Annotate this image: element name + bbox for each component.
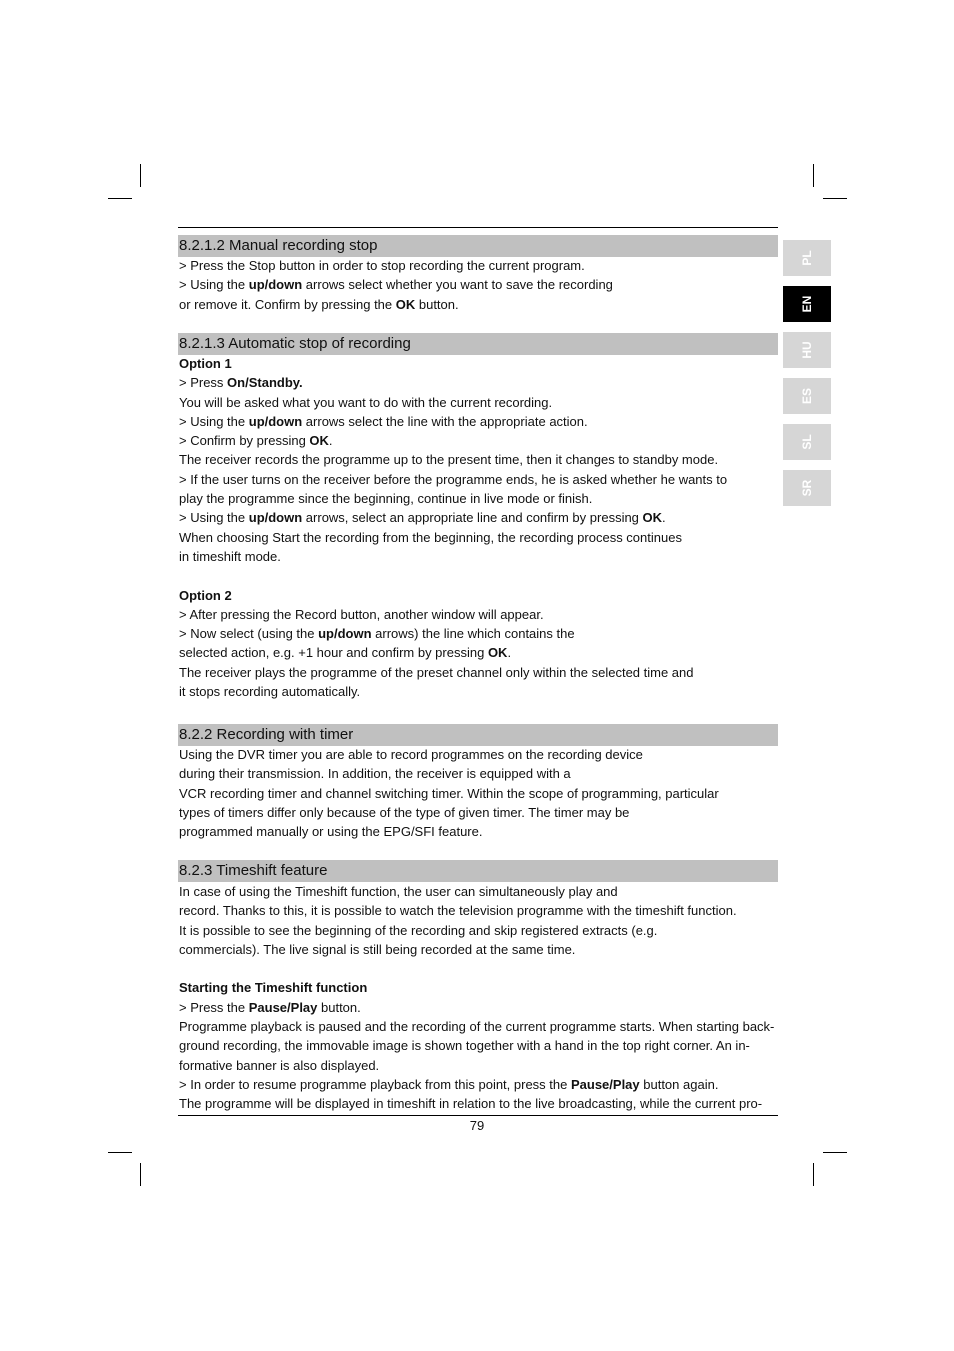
text: button.: [317, 999, 361, 1015]
section-heading: 8.2.1.3 Automatic stop of recording: [178, 333, 778, 355]
section-body: [179, 745, 779, 841]
bold-text: up/down: [248, 277, 303, 293]
text-line: [179, 393, 779, 412]
bold-text: Option 2: [179, 587, 232, 603]
spacer: [179, 959, 779, 978]
text: > Now select (using the: [179, 626, 319, 642]
text: arrows, select an appropriate line and confirm by pressing: [302, 510, 643, 526]
text-line: [179, 901, 779, 920]
spacer: [179, 566, 779, 585]
language-tab-label: EN: [800, 295, 814, 313]
language-tab-sr[interactable]: [783, 470, 831, 506]
text-line: [179, 295, 779, 314]
text: formative banner is also displayed.: [179, 1057, 380, 1073]
text: > Using the: [179, 413, 249, 429]
text: > Press the Stop button in order to stop recording the current program.: [179, 258, 585, 273]
text: VCR recording timer and channel switching timer. Within the scope of programming, particular: [179, 785, 719, 801]
crop-mark: [140, 164, 141, 187]
text: It is possible to see the beginning of the recording and skip registered extracts (e.g.: [179, 922, 658, 938]
text-line: [179, 803, 779, 822]
bold-text: Starting the Timeshift function: [179, 980, 368, 996]
text: commercials). The live signal is still being recorded at the same time.: [179, 941, 576, 957]
text: button.: [415, 296, 459, 312]
language-tab-label: ES: [800, 387, 814, 405]
bold-text: Pause/Play: [248, 999, 318, 1015]
top-rule: [178, 227, 778, 228]
text-line: [179, 921, 779, 940]
section-body: [179, 882, 779, 1114]
language-tab-en[interactable]: [783, 286, 831, 322]
bold-text: OK: [309, 433, 329, 449]
language-tab-label: HU: [800, 341, 814, 359]
bold-text: OK: [487, 645, 508, 661]
text: arrows select whether you want to save the recording: [302, 277, 613, 293]
text: arrows select the line with the appropriate action.: [302, 413, 588, 429]
text-line: [179, 1075, 779, 1094]
crop-mark: [140, 1163, 141, 1186]
text-line: [179, 431, 779, 450]
text: The programme will be displayed in timeshift in relation to the live broadcasting, while the current pro-: [179, 1096, 763, 1112]
text: button again.: [639, 1076, 719, 1092]
text-line: [179, 412, 779, 431]
text-line: [179, 508, 779, 527]
language-tab-label: PL: [800, 250, 814, 266]
text: during their transmission. In addition, the receiver is equipped with a: [179, 766, 571, 782]
section-body: [179, 256, 779, 314]
text-line: [179, 275, 779, 294]
text-line: [179, 373, 779, 392]
bold-text: On/Standby.: [227, 375, 303, 391]
text: > In order to resume programme playback from this point, press the: [179, 1076, 571, 1092]
text-line: [179, 624, 779, 643]
bold-text: up/down: [318, 626, 372, 642]
language-tab-pl[interactable]: [783, 240, 831, 276]
section-heading: 8.2.2 Recording with timer: [178, 724, 778, 746]
text-line: [179, 940, 779, 959]
crop-mark: [813, 164, 814, 187]
bold-text: OK: [395, 296, 416, 312]
text: Programme playback is paused and the recording of the current programme starts. When starting back-: [179, 1019, 775, 1035]
text-line: [179, 1094, 779, 1113]
text-line: [179, 450, 779, 469]
language-tab-sl[interactable]: [783, 424, 831, 460]
text: arrows) the line which contains the: [371, 626, 575, 642]
text: The receiver records the programme up to the present time, then it changes to standby mode.: [179, 452, 719, 468]
text-line: [179, 784, 779, 803]
text: in timeshift mode.: [179, 548, 281, 564]
text: > After pressing the Record button, another window will appear.: [179, 606, 544, 622]
text-line: [179, 1017, 779, 1036]
text: > Confirm by pressing: [179, 433, 310, 449]
text: types of timers differ only because of the type of given timer. The timer may be: [179, 804, 630, 820]
text: > If the user turns on the receiver before the programme ends, he is asked whether he wants to: [179, 471, 728, 487]
language-tab-es[interactable]: [783, 378, 831, 414]
text: .: [662, 510, 666, 526]
text: .: [328, 433, 333, 449]
text-line: [179, 354, 779, 373]
text: play the programme since the beginning, continue in live mode or finish.: [179, 491, 593, 507]
text-line: [179, 1036, 779, 1055]
text: ground recording, the immovable image is shown together with a hand in the top right corner. An in-: [179, 1038, 750, 1054]
text-line: [179, 1056, 779, 1075]
bold-text: Option 1: [179, 356, 232, 371]
crop-mark: [813, 1163, 814, 1186]
text-line: [179, 489, 779, 508]
text-line: [179, 882, 779, 901]
text: You will be asked what you want to do with the current recording.: [179, 394, 553, 410]
text: In case of using the Timeshift function, the user can simultaneously play and: [179, 884, 618, 899]
text: selected action, e.g. +1 hour and confirm by pressing: [179, 645, 488, 661]
crop-mark: [108, 1152, 132, 1153]
text-line: [179, 822, 779, 841]
text-line: [179, 586, 779, 605]
text: .: [507, 645, 512, 661]
text-line: [179, 256, 779, 275]
text: When choosing Start the recording from the beginning, the recording process continues: [179, 529, 682, 545]
text-line: [179, 745, 779, 764]
bottom-rule: [178, 1115, 778, 1116]
text-line: [179, 682, 779, 701]
language-tab-label: SL: [800, 434, 814, 450]
text-line: [179, 998, 779, 1017]
text-line: [179, 643, 779, 662]
bold-text: Pause/Play: [570, 1076, 640, 1092]
text: programmed manually or using the EPG/SFI feature.: [179, 824, 483, 840]
text: The receiver plays the programme of the preset channel only within the selected time and: [179, 664, 694, 680]
text: Using the DVR timer you are able to record programmes on the recording device: [179, 747, 643, 762]
text: it stops recording automatically.: [179, 684, 361, 700]
text: or remove it. Confirm by pressing the: [179, 296, 396, 312]
text: > Press: [179, 375, 228, 391]
bold-text: up/down: [248, 510, 303, 526]
language-tab-label: SR: [800, 479, 814, 497]
text-line: [179, 663, 779, 682]
bold-text: OK: [642, 510, 663, 526]
text-line: [179, 470, 779, 489]
text-line: [179, 978, 779, 997]
text: record. Thanks to this, it is possible to watch the television programme with the timeshift function.: [179, 903, 737, 919]
bold-text: up/down: [248, 413, 303, 429]
crop-mark: [823, 1152, 847, 1153]
section-heading: 8.2.3 Timeshift feature: [178, 860, 778, 882]
page-number: 79: [469, 1118, 485, 1133]
section-body: [179, 354, 779, 701]
text-line: [179, 764, 779, 783]
language-tab-hu[interactable]: [783, 332, 831, 368]
crop-mark: [823, 198, 847, 199]
section-heading: 8.2.1.2 Manual recording stop: [178, 235, 778, 257]
text-line: [179, 528, 779, 547]
text: > Using the: [179, 277, 249, 293]
text-line: [179, 547, 779, 566]
text-line: [179, 605, 779, 624]
text: > Using the: [179, 510, 249, 526]
text: > Press the: [179, 999, 249, 1015]
crop-mark: [108, 198, 132, 199]
